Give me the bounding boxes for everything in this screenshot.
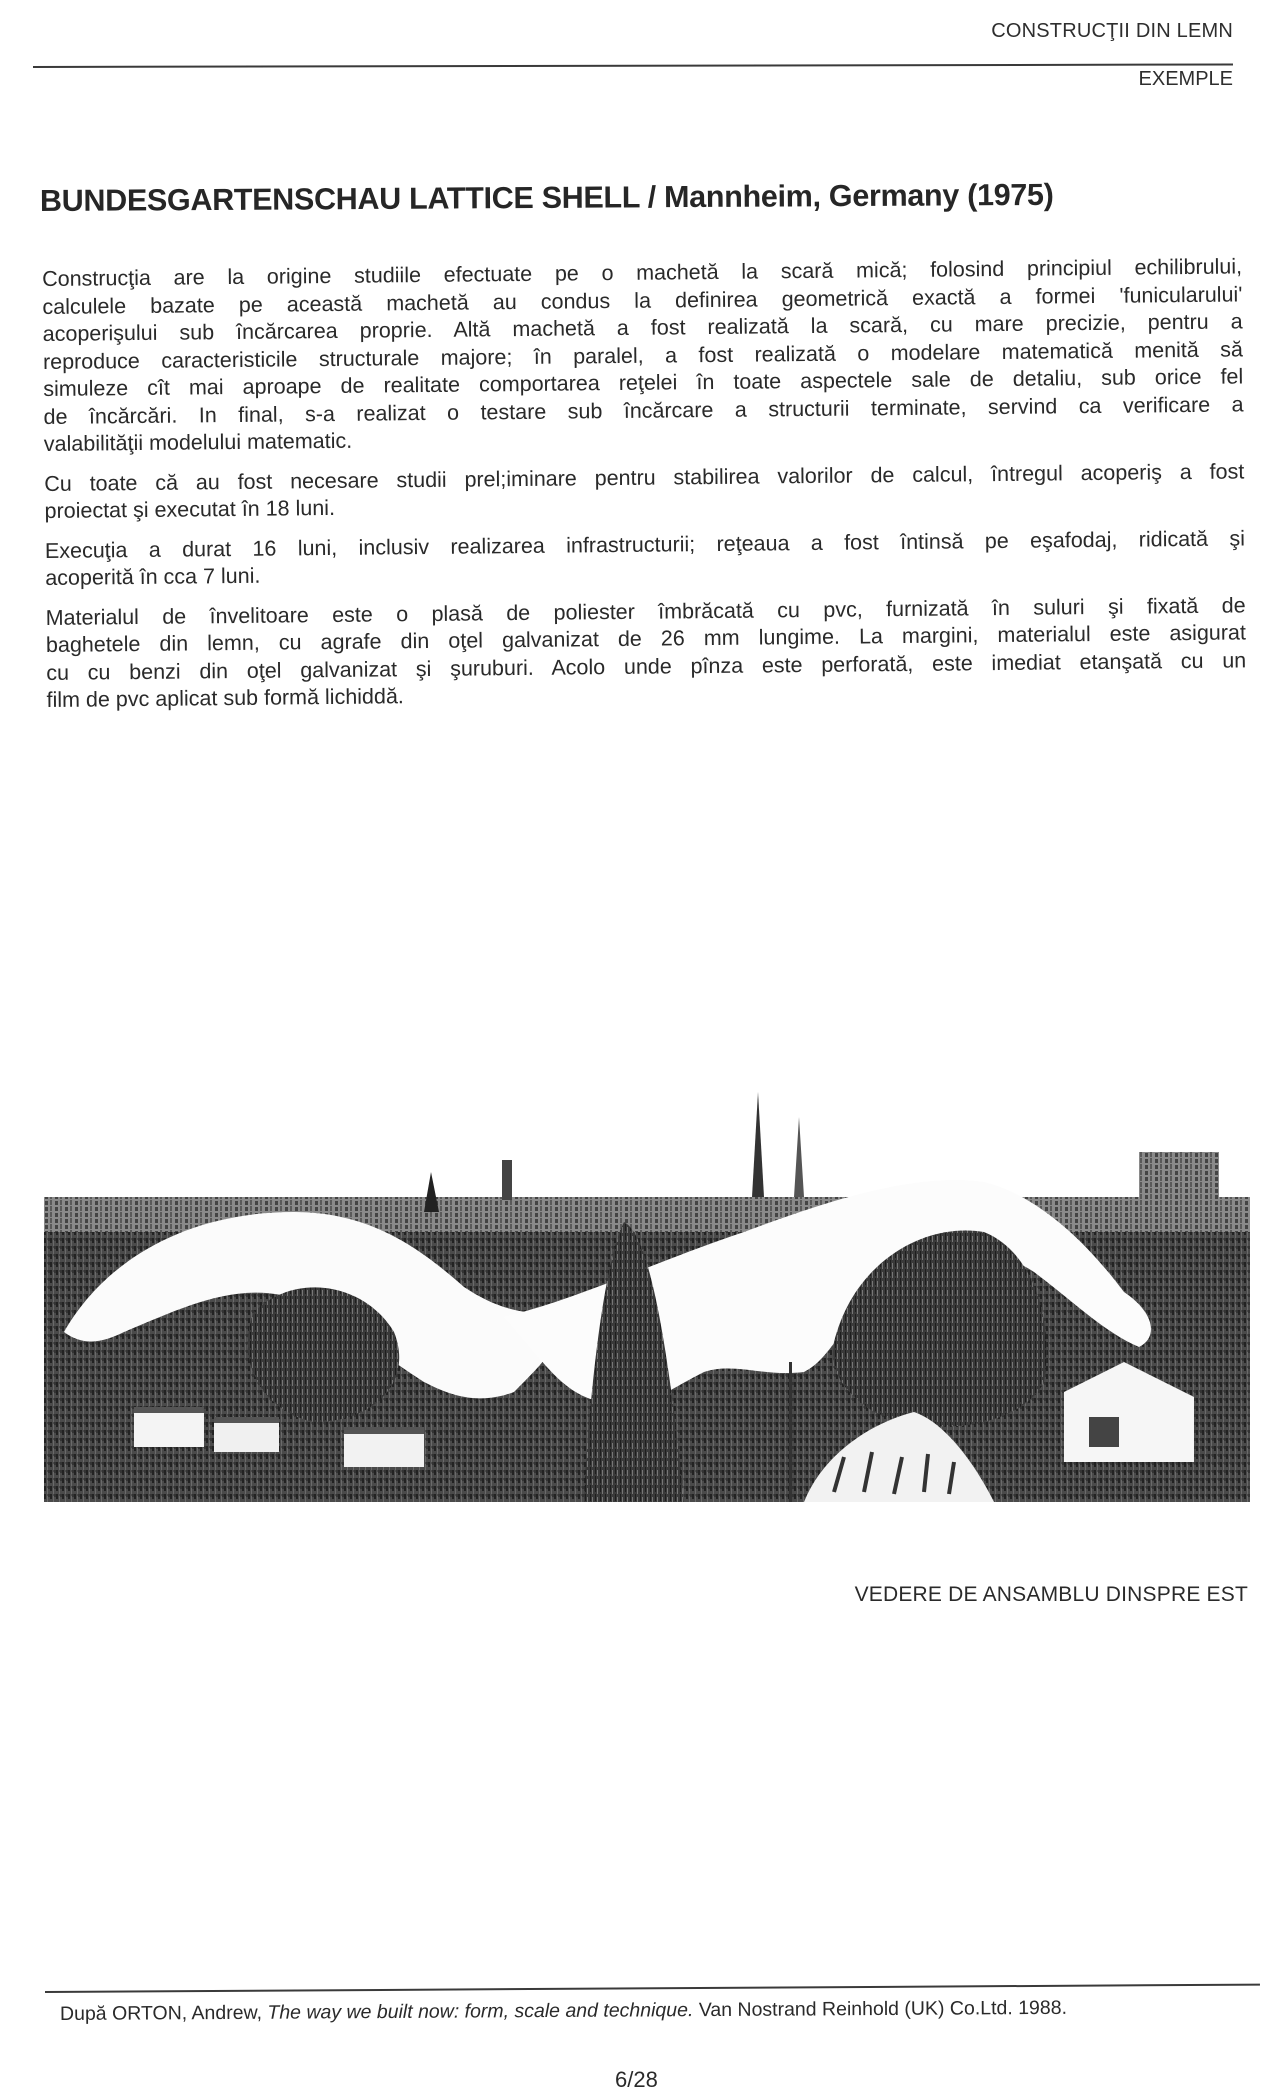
- page-number: 6/28: [615, 2067, 658, 2092]
- photo-water-tower: [502, 1160, 512, 1200]
- paragraph-line: Cu toate că au fost necesare studii prel;iminare pentru stabilirea valorilor de calcul, întregul acoperiş a fost: [44, 458, 1245, 496]
- paragraph-line: cu cu benzi din oţel galvanizat şi şuruburi. Acolo unde pînza este perforată, este imediat etanşată cu un: [46, 647, 1247, 685]
- paragraph-line: film de pvc aplicat sub formă lichiddă.: [46, 684, 404, 712]
- paragraph-line: baghetele din lemn, cu agrafe din oţel galvanizat de 26 mm lungime. La margini, materialul este asigurat: [45, 620, 1247, 657]
- photo-lamp-post: [789, 1362, 792, 1502]
- paragraph: [42, 253, 1244, 458]
- paragraph: [44, 458, 1245, 526]
- photo-building-right: [1139, 1152, 1219, 1207]
- paragraph-line: simuleze cît mai aproape de realitate comportarea reţelei în toate aspectele sale de detaliu, sub orice fel: [43, 364, 1244, 401]
- document-title: BUNDESGARTENSCHAU LATTICE SHELL / Mannheim, Germany (1975): [39, 177, 1054, 218]
- photo-lattice-shell-overview: [44, 1062, 1250, 1502]
- paragraph-line: acoperită în cca 7 luni.: [45, 563, 261, 590]
- paragraph: [46, 592, 1247, 715]
- paragraph-line: acoperişului sub încărcarea proprie. Altă machetă a fost realizată la scară, cu mare precizie, pentru a: [42, 309, 1243, 346]
- footer-rule: [45, 1984, 1260, 1993]
- paragraph-line: de încărcări. In final, s-a realizat o testare sub încărcare a structurii terminate, servind ca verificare a: [43, 391, 1244, 429]
- header-section-title: CONSTRUCŢII DIN LEMN: [991, 20, 1233, 42]
- paragraph: [45, 525, 1246, 593]
- reference-publisher: Van Nostrand Reinhold (UK) Co.Ltd. 1988.: [698, 1996, 1068, 2022]
- paragraph-line: valabilităţii modelului matematic.: [43, 428, 353, 456]
- footer-reference: [60, 1997, 1067, 2026]
- body-text: [42, 253, 1247, 726]
- photo-caption: VEDERE DE ANSAMBLU DINSPRE EST: [854, 1583, 1248, 1606]
- paragraph-line: Construcţia are la origine studiile efectuate pe o machetă la scară mică; folosind principiul echilibrului,: [42, 254, 1243, 291]
- reference-author: După ORTON, Andrew,: [59, 2001, 263, 2025]
- paragraph-line: calculele bazate pe această machetă au condus la definirea geometrică exactă a formei 'funicularului': [42, 281, 1243, 319]
- header-subsection-title: EXEMPLE: [1138, 68, 1233, 90]
- header-rule: [33, 63, 1233, 68]
- photo-illustration: [44, 1062, 1250, 1502]
- paragraph-line: Materialul de învelitoare este o plasă de poliester îmbrăcată cu pvc, furnizată în suluri şi fixată de: [45, 592, 1246, 630]
- reference-title: The way we built now: form, scale and technique.: [267, 1999, 694, 2024]
- paragraph-line: Execuţia a durat 16 luni, inclusiv realizarea infrastructurii; reţeaua a fost întinsă pe eşafodaj, ridicată şi: [44, 525, 1246, 563]
- paragraph-line: reproduce caracteristicile structurale majore; în paralel, a fost realizată o modelare matematică menită să: [42, 336, 1244, 374]
- paragraph-line: proiectat şi executat în 18 luni.: [44, 495, 336, 523]
